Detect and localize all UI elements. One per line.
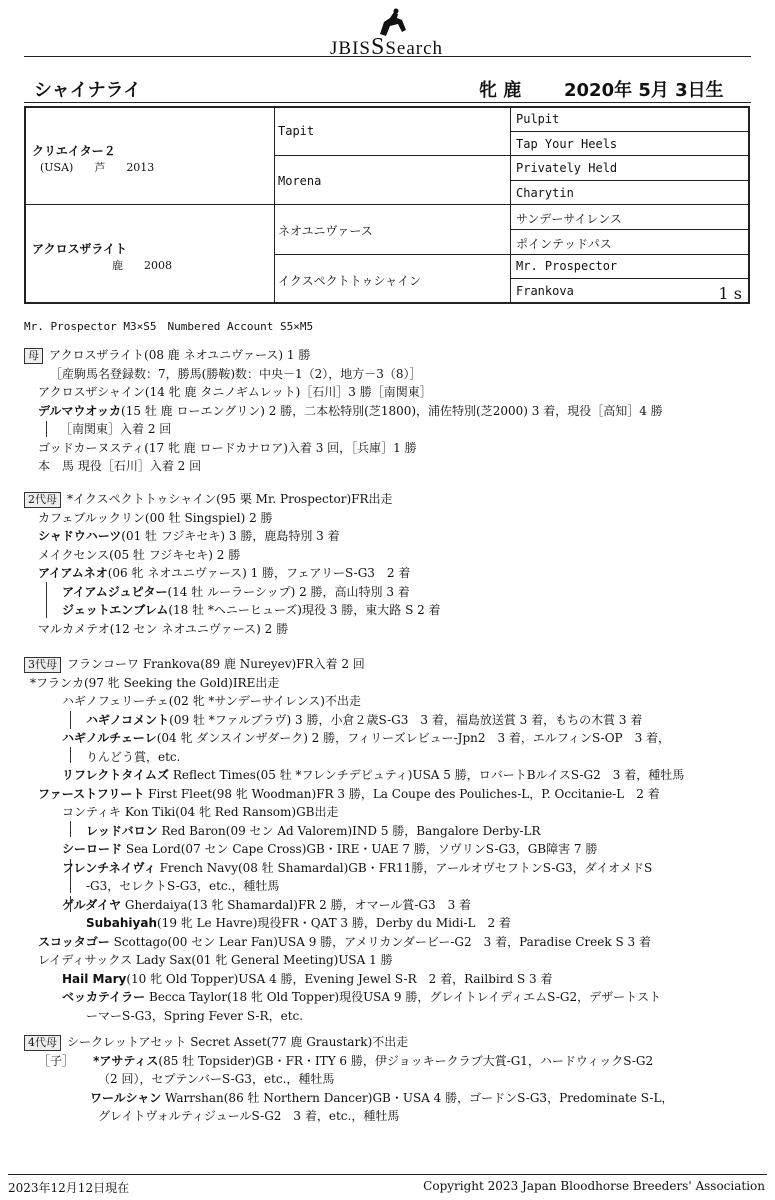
tree-bar [46, 421, 47, 437]
progeny-line: シーロード Sea Lord(07 セン Cape Cross)GB・IRE・UAE 7 勝，ソヴリンS-G3，GB障害 7 勝 [62, 842, 598, 856]
dam-cell[interactable] [32, 240, 172, 273]
pedigree-divider [274, 108, 275, 302]
progeny-line: ハギノルチェーレ(04 牝 ダンスインザダーク) 2 勝，フィリーズレビュー-Jpn2 3 着，エルフィンS-OP 3 着， [62, 731, 671, 745]
logo-text: JBISSSearch [330, 34, 444, 60]
progeny-line: フレンチネイヴィ French Navy(08 牡 Shamardal)GB・FR11勝，アールオヴセフトンS-G3，ダイオメドS [62, 860, 653, 875]
progeny-line: *フランカ(97 牝 Seeking the Gold)IRE出走 [30, 675, 280, 690]
progeny-line: レッドバロン Red Baron(09 セン Ad Valorem)IND 5 勝，Bangalore Derby-LR [86, 823, 541, 838]
progeny-line: シャドウハーツ(01 牡 フジキセキ) 3 勝，鹿島特別 3 着 [38, 529, 340, 543]
horse-sex-color: 牝 鹿 [479, 80, 522, 101]
progeny-line: カフェブルックリン(00 牡 Singspiel) 2 勝 [38, 510, 273, 525]
section-tag: 母 [24, 348, 43, 364]
tree-bar [70, 896, 71, 912]
progeny-line: アイアムネオ(06 牝 ネオユニヴァース) 1 勝，フェアリーS-G3 2 着 [38, 566, 411, 580]
progeny-line: -G3，セレクトS-G3，etc.，種牡馬 [86, 879, 280, 893]
tree-bar [70, 859, 71, 893]
footer-divider [8, 1174, 767, 1175]
progeny-line: ジェットエンブレム(18 牡 *ヘニーヒューズ)現役 3 勝，東大路 S 2 着 [62, 603, 441, 617]
sire-name: クリエイター２ [32, 144, 116, 158]
section-tag: 2代母 [24, 492, 61, 508]
section-heading: 母 アクロスザライト(08 鹿 ネオユニヴァース) 1 勝 [24, 346, 755, 365]
horse-name-bold: デルマウオッカ [38, 403, 122, 418]
tree-bar [70, 711, 71, 729]
horse-name: シャイナライ [34, 80, 142, 101]
inbreeding-info: Mr. Prospector M3×S5 Numbered Account S5×M5 [24, 320, 314, 333]
dam-section [24, 346, 755, 476]
dam-name: アクロスザライト [32, 242, 128, 256]
pedigree-gen3-name[interactable]: Mr. Prospector [516, 259, 618, 273]
progeny-line: ハギノフェリーチェ(02 牝 *サンデーサイレンス)不出走 [62, 694, 361, 708]
progeny-line: ゲルダイヤ Gherdaiya(13 牝 Shamardal)FR 2 勝，オマール賞-G3 3 着 [62, 897, 472, 912]
progeny-line: Hail Mary(10 牝 Old Topper)USA 4 勝，Evening Jewel S-R 2 着，Railbird S 3 着 [62, 971, 553, 986]
pedigree-table [24, 106, 750, 304]
third-dam-section [24, 655, 755, 1025]
pedigree-gen3-name[interactable]: Tap Your Heels [516, 137, 618, 151]
section-heading: 4代母 シークレットアセット Secret Asset(77 鹿 Graustark)不出走 [24, 1033, 755, 1052]
progeny-line: デルマウオッカ(15 牡 鹿 ローエングリン) 2 勝，二本松特別(芝1800)，浦佐特別(芝2000) 3 着，現役［高知］4 勝 [38, 403, 663, 418]
section-heading: 3代母 フランコーワ Frankova(89 鹿 Nureyev)FR入着 2 回 [24, 655, 755, 674]
horse-birth-date: 2020年 5月 3日生 [564, 80, 724, 101]
horse-title-row [24, 76, 751, 103]
pedigree-divider [510, 131, 748, 132]
progeny-line: ーマーS-G3，Spring Fever S-R，etc. [86, 1008, 304, 1023]
pedigree-gen3-name[interactable]: Privately Held [516, 161, 618, 175]
progeny-line: りんどう賞，etc. [86, 749, 181, 764]
pedigree-gen3-name[interactable]: Frankova [516, 284, 574, 298]
progeny-line: リフレクトタイムズ Reflect Times(05 牡 *フレンチデピュティ)USA 5 勝，ロバートBルイスS-G2 3 着，種牡馬 [62, 768, 685, 782]
pedigree-gen3-name[interactable]: サンデーサイレンス [516, 212, 622, 226]
section-heading: 2代母 *イクスペクトトゥシャイン(95 栗 Mr. Prospector)FR出走 [24, 490, 755, 509]
progeny-line: レイディサックス Lady Sax(01 牝 General Meeting)USA 1 勝 [38, 953, 393, 967]
progeny-summary: ［産駒馬名登録数：7，勝馬(勝鞍)数：中央－1（2），地方－3（8）］ [50, 366, 422, 381]
footer-date: 2023年12月12日現在 [8, 1181, 130, 1195]
progeny-line: ［子］ *アサティス(85 牡 Topsider)GB・FR・ITY 6 勝，伊ジョッキークラブ大賞-G1，ハードウィックS-G2 [38, 1053, 654, 1068]
header-divider [24, 56, 751, 57]
pedigree-divider [510, 229, 748, 230]
pedigree-gen3-name[interactable]: ポインテッドパス [516, 237, 612, 251]
pedigree-gen3-name[interactable]: Pulpit [516, 112, 560, 126]
pedigree-divider [26, 204, 748, 205]
progeny-line: ファーストフリート First Fleet(98 牝 Woodman)FR 3 勝，La Coupe des Pouliches-L，P. Occitanie-L 2 着 [38, 786, 660, 801]
dam-info: 鹿 2008 [112, 259, 172, 272]
progeny-line: 本 馬 現役［石川］入着 2 回 [38, 459, 202, 473]
tree-bar [70, 747, 71, 763]
pedigree-divider [510, 108, 511, 302]
pedigree-gen3-name[interactable]: Charytin [516, 186, 574, 200]
pedigree-gen2-name[interactable]: ネオユニヴァース [278, 224, 373, 238]
footer-copyright: Copyright 2023 Japan Bloodhorse Breeders' Association [423, 1179, 765, 1193]
sire-cell[interactable] [32, 142, 154, 175]
progeny-line: アイアムジュピター(14 牡 ルーラーシップ) 2 勝，高山特別 3 着 [62, 584, 410, 599]
progeny-line: コンティキ Kon Tiki(04 牝 Red Ransom)GB出走 [62, 805, 339, 819]
progeny-line: メイクセンス(05 牡 フジキセキ) 2 勝 [38, 547, 241, 562]
pedigree-remark: 1 s [718, 284, 742, 303]
progeny-line: Subahiyah(19 牝 Le Havre)現役FR・QAT 3 勝，Derby du Midi-L 2 着 [86, 916, 511, 930]
progeny-line: マルカメテオ(12 セン ネオユニヴァース) 2 勝 [38, 621, 289, 636]
second-dam-section [24, 490, 755, 638]
section-tag: 4代母 [24, 1035, 61, 1051]
progeny-line: ［南関東］入着 2 回 [60, 422, 172, 436]
pedigree-divider [510, 278, 748, 279]
progeny-line: アクロスザシャイン(14 牝 鹿 タニノギムレット)［石川］3 勝［南関東］ [38, 385, 432, 399]
pedigree-divider [274, 254, 748, 255]
progeny-line: ハギノコメント(09 牡 *ファルブラヴ) 3 勝，小倉２歳S-G3 3 着，福島放送賞 3 着，もちの木賞 3 着 [86, 712, 643, 727]
pedigree-divider [274, 155, 748, 156]
fourth-dam-section [24, 1033, 755, 1126]
progeny-line: ベッカテイラー Becca Taylor(18 牝 Old Topper)現役USA 9 勝，グレイトレイディエムS-G2，デザートスト [62, 990, 661, 1004]
pedigree-gen2-name[interactable]: イクスペクトトゥシャイン [278, 274, 422, 288]
tree-bar [70, 821, 71, 837]
progeny-line: ゴッドカーヌスティ(17 牝 鹿 ロードカナロア)入着 3 回，［兵庫］1 勝 [38, 440, 417, 455]
pedigree-gen2-name[interactable]: Tapit [278, 124, 315, 138]
progeny-line: ワールシャン Warrshan(86 牡 Northern Dancer)GB・USA 4 勝，ゴードンS-G3，Predominate S-L， [90, 1090, 674, 1105]
pedigree-divider [510, 180, 748, 181]
progeny-line: グレイトヴォルティジュールS-G2 3 着，etc.，種牡馬 [98, 1109, 400, 1123]
tree-bar [46, 582, 47, 618]
section-tag: 3代母 [24, 657, 61, 673]
jbis-logo[interactable] [330, 8, 470, 60]
progeny-line: スコッタゴー Scottago(00 セン Lear Fan)USA 9 勝，アメリカンダービー-G2 3 着，Paradise Creek S 3 着 [38, 934, 651, 949]
pedigree-gen2-name[interactable]: Morena [278, 174, 322, 188]
sire-info: (USA) 芦 2013 [40, 161, 155, 174]
progeny-line: （2 回），セプテンバーS-G3，etc.，種牡馬 [98, 1072, 335, 1086]
